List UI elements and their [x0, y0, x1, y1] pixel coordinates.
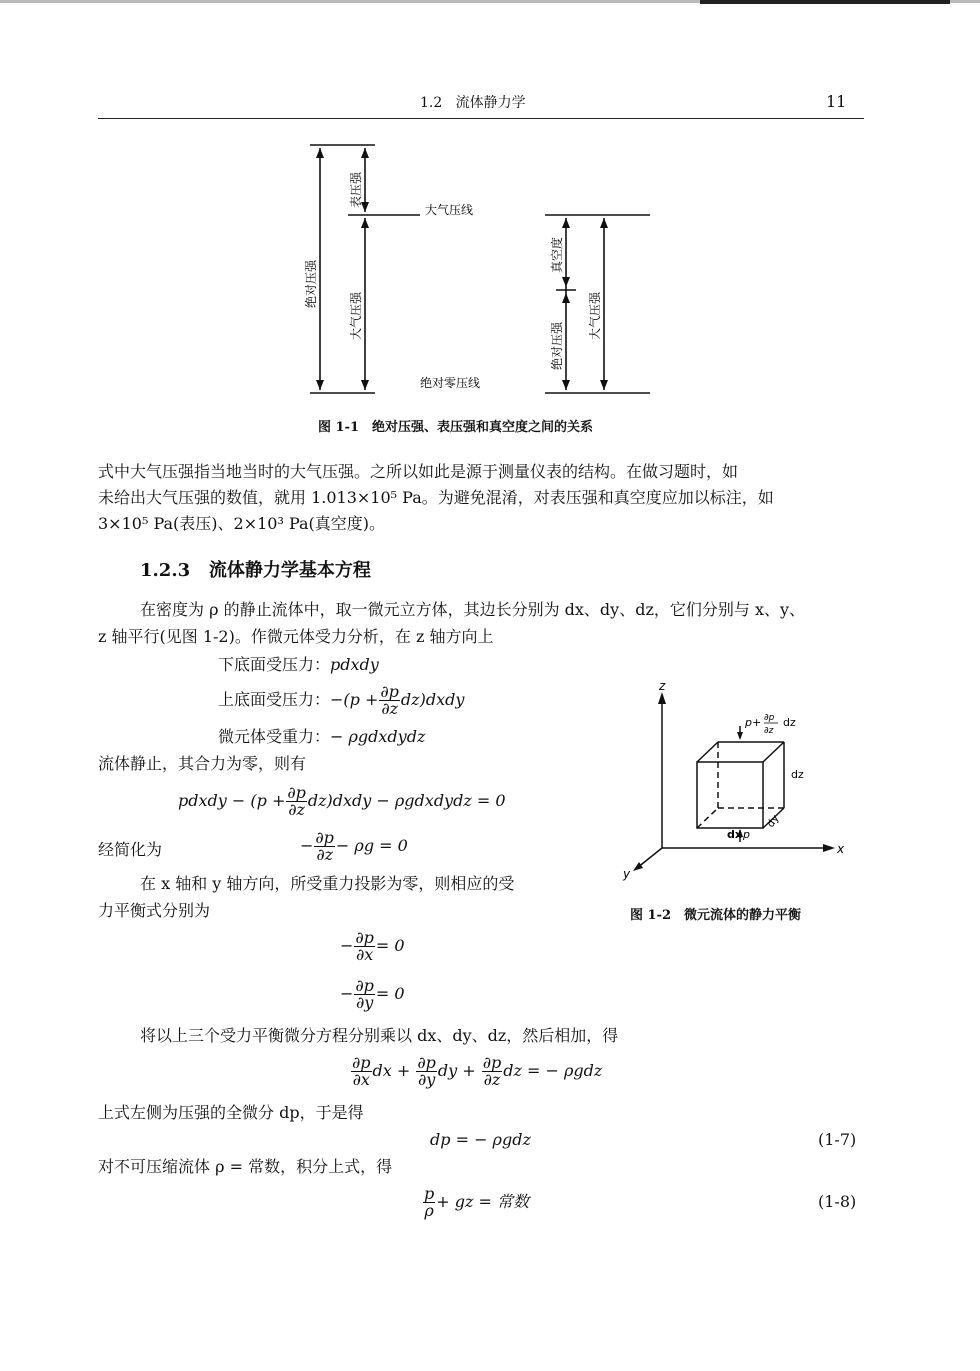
paragraph-3-line-1: 在 x 轴和 y 轴方向，所受重力投影为零，则相应的受 — [140, 874, 515, 893]
force-weight-label: 微元体受重力： — [218, 727, 331, 746]
fraction-dp-dz — [286, 785, 307, 818]
eq-y-pre: − — [340, 984, 354, 1003]
fraction-denominator: ∂z — [288, 800, 305, 819]
total-differential-text: 上式左侧为压强的全微分 dp，于是得 — [98, 1103, 364, 1122]
eq-total-term3: dz = − ρgdz — [503, 1061, 603, 1080]
fraction-denominator: ∂x — [352, 1070, 370, 1089]
fraction-denominator: ∂z — [381, 699, 399, 718]
fraction-denominator: ∂y — [356, 993, 374, 1012]
p-top-denominator: ∂z — [764, 726, 774, 736]
fraction-dp-dx — [354, 930, 375, 963]
y-axis-label: y — [623, 867, 631, 881]
force-bottom-label: 下底面受压力： — [218, 655, 331, 674]
fraction-dp-dz — [379, 684, 400, 717]
paragraph-3-line-2: 力平衡式分别为 — [98, 901, 211, 920]
section-title: 流体静力学基本方程 — [208, 560, 371, 581]
equation-1-7: dp = − ρgdz — [430, 1130, 531, 1149]
z-axis-label: z — [659, 680, 666, 693]
fraction-denominator: ∂z — [316, 845, 334, 864]
fraction-numerator: ∂p — [355, 976, 374, 995]
fraction-numerator: ∂p — [287, 783, 306, 802]
p-top-dz: dz — [783, 716, 796, 729]
equation-1-8-number: (1-8) — [818, 1192, 857, 1211]
force-bottom — [218, 655, 379, 675]
equation-force-sum — [178, 785, 506, 818]
figure-1-2-diagram — [615, 680, 865, 900]
paragraph-2-line-2: z 轴平行(见图 1-2)。作微元体受力分析，在 z 轴方向上 — [98, 627, 494, 646]
eq-sum-post: dz)dxdy − ρgdxdydz = 0 — [307, 791, 506, 810]
multiply-text: 将以上三个受力平衡微分方程分别乘以 dx、dy、dz，然后相加，得 — [140, 1026, 619, 1045]
fraction-dp-dz — [314, 830, 335, 863]
header-title: 流体静力学 — [455, 95, 526, 111]
force-weight — [218, 727, 425, 747]
zero-line-label: 绝对零压线 — [420, 376, 481, 390]
force-bottom-expr: pdxdy — [330, 655, 379, 674]
equation-total — [350, 1055, 602, 1088]
dy-label: dy — [765, 813, 782, 830]
fraction-p-rho — [423, 1186, 435, 1219]
section-heading — [140, 556, 371, 582]
x-axis-label: x — [837, 842, 845, 856]
dz-label: dz — [791, 768, 804, 781]
equation-x-balance — [340, 930, 405, 963]
p-top-label: p+ — [745, 716, 762, 729]
paragraph-1-line-2: 未给出大气压强的数值，就用 1.013×10⁵ Pa。为避免混淆，对表压强和真空度应加以标注，如 — [98, 488, 774, 507]
paragraph-1-line-1: 式中大气压强指当地当时的大气压强。之所以如此是源于测量仪表的结构。在做习题时，如 — [98, 462, 739, 481]
page-top-edge-dark — [700, 0, 950, 4]
simplified-label: 经简化为 — [98, 840, 163, 859]
fraction-numerator: ∂p — [380, 682, 399, 701]
absolute-pressure-label-left: 绝对压强 — [304, 259, 318, 308]
eq-y-post: = 0 — [375, 984, 405, 1003]
eq-x-pre: − — [340, 936, 354, 955]
force-top-post: dz)dxdy — [400, 690, 465, 709]
page-number: 11 — [826, 92, 847, 111]
paragraph-1-line-3: 3×10⁵ Pa(表压)、2×10³ Pa(真空度)。 — [98, 514, 386, 533]
fraction-dp-dy — [416, 1055, 437, 1088]
eq-simplified-post: − ρg = 0 — [335, 836, 408, 855]
p-bottom-label: p — [743, 828, 750, 841]
equation-1-8 — [422, 1186, 529, 1219]
incompressible-text: 对不可压缩流体 ρ = 常数，积分上式，得 — [98, 1157, 393, 1176]
vacuum-label: 真空度 — [550, 236, 564, 273]
fraction-numerator: ∂p — [352, 1053, 371, 1072]
fraction-dp-dy — [354, 978, 375, 1011]
header-rule — [98, 118, 864, 119]
fraction-numerator: ∂p — [355, 928, 374, 947]
force-weight-expr: − ρgdxdydz — [330, 727, 426, 746]
eq-18-post: + gz = 常数 — [436, 1192, 529, 1211]
fraction-dp-dx — [351, 1055, 372, 1088]
figure-1-1-caption: 图 1-1 绝对压强、表压强和真空度之间的关系 — [318, 420, 594, 435]
fraction-denominator: ∂z — [483, 1070, 501, 1089]
figure-1-2-caption: 图 1-2 微元流体的静力平衡 — [630, 908, 802, 923]
force-top-pre: −(p + — [330, 690, 379, 709]
equation-simplified — [300, 830, 408, 863]
fraction-denominator: ∂y — [417, 1070, 436, 1089]
fraction-numerator: p — [424, 1184, 435, 1203]
eq-sum-pre: pdxdy − (p + — [178, 791, 286, 810]
fraction-dp-dz — [482, 1055, 503, 1088]
atm-pressure-label-right: 大气压强 — [588, 291, 602, 340]
fraction-denominator: ∂x — [356, 945, 374, 964]
figure-1-1-diagram — [280, 130, 680, 410]
atm-pressure-label-left: 大气压强 — [349, 291, 363, 340]
eq-simplified-pre: − — [300, 836, 314, 855]
force-top — [218, 684, 464, 717]
eq-total-term1: dx + — [372, 1061, 411, 1080]
fraction-numerator: ∂p — [417, 1053, 436, 1072]
fraction-numerator: ∂p — [482, 1053, 502, 1072]
paragraph-2-line-1: 在密度为 ρ 的静止流体中，取一微元立方体，其边长分别为 dx、dy、dz，它们分别与 x、y、 — [140, 600, 806, 619]
section-number: 1.2.3 — [140, 560, 191, 581]
dx-label: dx — [727, 828, 742, 841]
equation-1-7-number: (1-7) — [818, 1130, 857, 1149]
eq-x-post: = 0 — [375, 936, 405, 955]
static-text: 流体静止，其合力为零，则有 — [98, 754, 307, 773]
p-top-numerator: ∂p — [764, 713, 775, 723]
header-section-number: 1.2 — [420, 95, 443, 111]
gauge-pressure-label: 表压强 — [349, 171, 363, 208]
eq-total-term2: dy + — [437, 1061, 476, 1080]
absolute-pressure-label-right: 绝对压强 — [550, 321, 564, 370]
equation-y-balance — [340, 978, 405, 1011]
force-top-label: 上底面受压力： — [218, 690, 331, 709]
fraction-denominator: ρ — [424, 1201, 434, 1220]
atm-line-label: 大气压线 — [425, 203, 474, 217]
fraction-numerator: ∂p — [315, 828, 334, 847]
running-header — [420, 92, 526, 112]
